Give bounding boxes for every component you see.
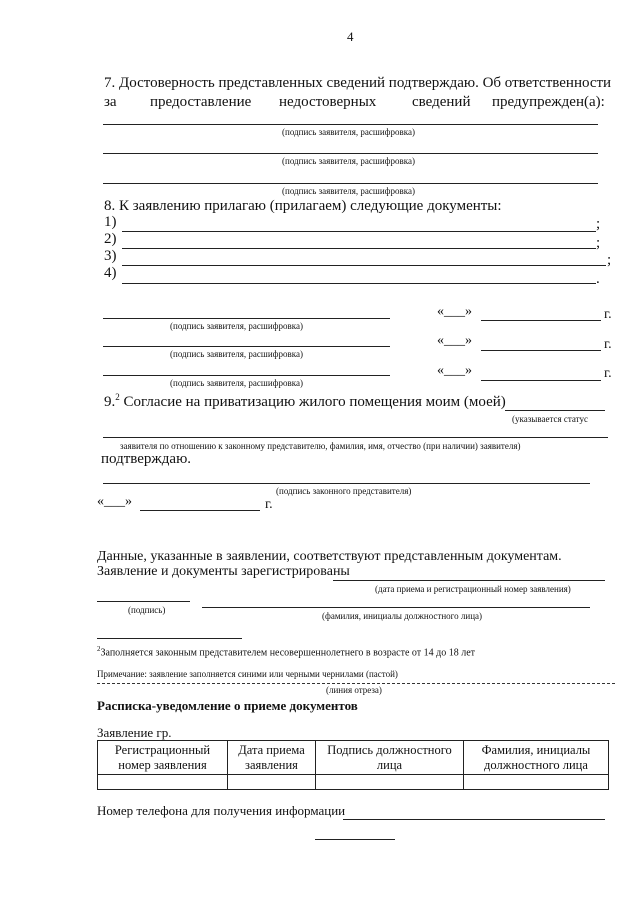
document-item-end: ;	[596, 235, 601, 251]
column-official-signature: Подпись должностного лица	[316, 741, 464, 775]
date-month-line[interactable]	[481, 350, 601, 351]
cell-official-signature[interactable]	[316, 775, 464, 790]
document-item-end: ;	[596, 216, 601, 232]
signature-hint: (подпись заявителя, расшифровка)	[170, 321, 303, 331]
document-item-number: 3)	[104, 248, 117, 264]
cell-official-name[interactable]	[464, 775, 609, 790]
signature-hint: (подпись заявителя, расшифровка)	[170, 349, 303, 359]
date-day[interactable]: «___»	[437, 363, 472, 378]
date-day[interactable]: «___»	[437, 333, 472, 348]
confirm-text: подтверждаю.	[101, 451, 192, 467]
document-item-number: 2)	[104, 231, 117, 247]
note-text: Примечание: заявление заполняется синими или черными чернилами (пастой)	[97, 669, 398, 679]
document-item-line[interactable]	[122, 283, 596, 284]
signature-line[interactable]	[103, 124, 598, 125]
signature-line[interactable]	[103, 153, 598, 154]
phone-label: Номер телефона для получения информации	[97, 803, 346, 818]
section-9-number: 9.	[104, 394, 116, 410]
section-7-word: за	[104, 94, 117, 110]
date-year: г.	[604, 337, 612, 352]
date-day[interactable]: «___»	[97, 494, 132, 509]
official-name-line[interactable]	[202, 607, 590, 608]
date-year: г.	[265, 497, 273, 512]
representative-signature-hint: (подпись законного представителя)	[276, 486, 412, 496]
document-item-line[interactable]	[122, 248, 596, 249]
date-month-line[interactable]	[481, 320, 601, 321]
section-7-word: сведений	[412, 94, 471, 110]
official-signature-hint: (подпись)	[128, 605, 166, 615]
page-number: 4	[347, 29, 354, 44]
footnote-mark: 2	[97, 645, 101, 653]
document-item-number: 4)	[104, 265, 117, 281]
section-7-word: предупрежден(а):	[492, 94, 605, 110]
signature-hint: (подпись заявителя, расшифровка)	[170, 378, 303, 388]
signature-line[interactable]	[103, 183, 598, 184]
signature-hint: (подпись заявителя, расшифровка)	[282, 186, 415, 196]
receipt-table	[97, 740, 609, 790]
receipt-header-row	[98, 741, 609, 775]
footnote-separator	[97, 638, 242, 639]
document-item-end: ;	[607, 252, 612, 268]
document-item-end: .	[596, 271, 600, 287]
date-year: г.	[604, 366, 612, 381]
cut-line	[97, 683, 615, 684]
section-9-text	[104, 392, 506, 411]
section-7-word: предоставление	[150, 94, 252, 110]
bottom-rule	[315, 839, 395, 840]
cell-receipt-date[interactable]	[228, 775, 316, 790]
phone-line[interactable]	[343, 819, 605, 820]
section-7-text: 7. Достоверность представленных сведений подтверждаю. Об ответственности	[104, 75, 612, 91]
date-day[interactable]: «___»	[437, 304, 472, 319]
signature-line[interactable]	[103, 318, 390, 319]
cell-registration-number[interactable]	[98, 775, 228, 790]
registration-hint: (дата приема и регистрационный номер заявления)	[375, 584, 571, 594]
representative-line[interactable]	[103, 437, 608, 438]
signature-line[interactable]	[103, 483, 590, 484]
receipt-title: Расписка-уведомление о приеме документов	[97, 698, 358, 713]
section-8-heading: 8. К заявлению прилагаю (прилагаем) следующие документы:	[104, 198, 502, 214]
section-9-label: Согласие на приватизацию жилого помещения моим (моей)	[119, 394, 506, 410]
section-7-word: недостоверных	[279, 94, 377, 110]
registration-label: Заявление и документы зарегистрированы	[97, 564, 350, 579]
signature-hint: (подпись заявителя, расшифровка)	[282, 127, 415, 137]
document-item-line[interactable]	[122, 265, 606, 266]
column-official-name: Фамилия, инициалы должностного лица	[464, 741, 609, 775]
receipt-row	[98, 775, 609, 790]
document-item-line[interactable]	[122, 231, 596, 232]
registration-line[interactable]	[333, 580, 605, 581]
column-registration-number: Регистрационный номер заявления	[98, 741, 228, 775]
receipt-applicant: Заявление гр.	[97, 725, 172, 740]
footnote-ref: 2	[115, 392, 120, 402]
signature-line[interactable]	[103, 346, 390, 347]
column-receipt-date: Дата приема заявления	[228, 741, 316, 775]
date-year: г.	[604, 307, 612, 322]
status-hint: (указывается статус	[512, 414, 588, 424]
date-month-line[interactable]	[481, 380, 601, 381]
registration-text: Данные, указанные в заявлении, соответствуют представленным документам.	[97, 549, 562, 564]
cut-line-label: (линия отреза)	[326, 685, 382, 695]
status-line[interactable]	[505, 410, 605, 411]
official-signature-line[interactable]	[97, 601, 190, 602]
signature-hint: (подпись заявителя, расшифровка)	[282, 156, 415, 166]
footnote-body: Заполняется законным представителем несовершеннолетнего в возрасте от 14 до 18 лет	[100, 647, 476, 659]
date-month-line[interactable]	[140, 510, 260, 511]
document-item-number: 1)	[104, 214, 117, 230]
signature-line[interactable]	[103, 375, 390, 376]
representative-hint: заявителя по отношению к законному представителю, фамилия, имя, отчество (при наличии) заявителя)	[120, 441, 521, 451]
footnote-text	[97, 645, 475, 658]
official-name-hint: (фамилия, инициалы должностного лица)	[322, 611, 483, 621]
